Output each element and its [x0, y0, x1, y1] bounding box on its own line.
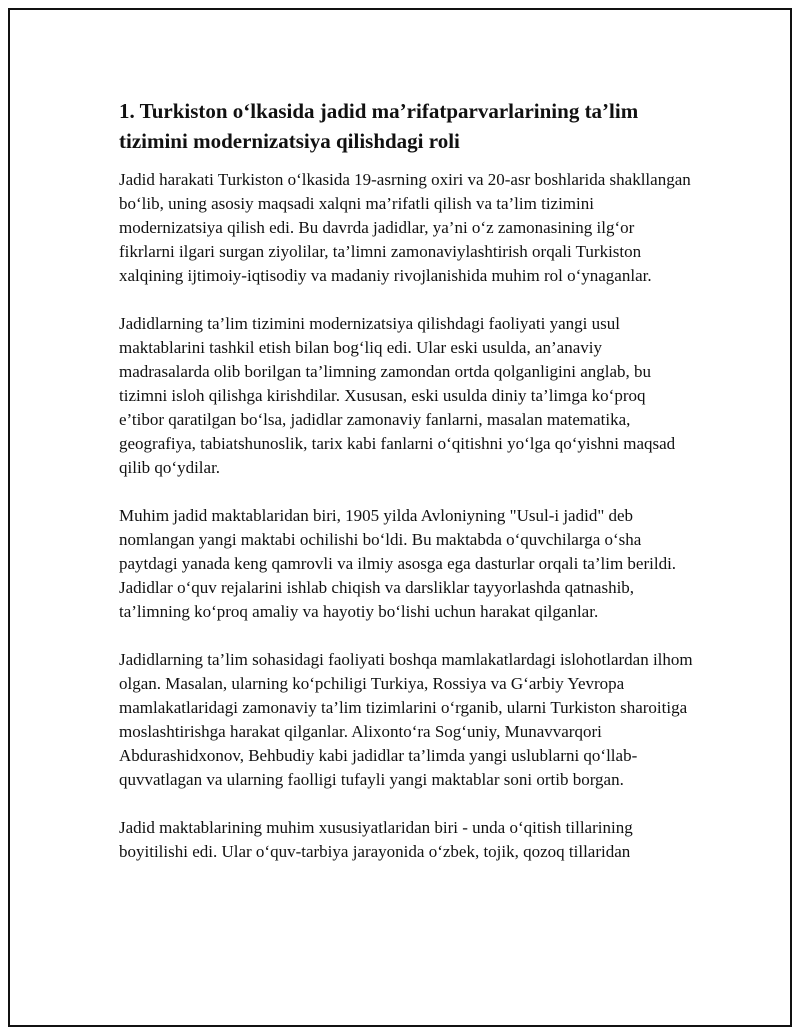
document-body: [119, 96, 694, 888]
page-frame: [8, 8, 792, 1027]
paragraph-4: Jadidlarning ta’lim sohasidagi faoliyati boshqa mamlakatlardagi islohotlardan ilhom olgan. Masalan, ularning ko‘pchiligi Turkiya, Rossiya va G‘arbiy Yevropa mamlakatlaridagi zamonaviy ta’lim tizimlarini o‘rganib, ularni Turkiston sharoitiga moslashtirishga harakat qilganlar. Alixonto‘ra Sog‘uniy, Munavvarqori Abdurashidxonov, Behbudiy kabi jadidlar ta’limda yangi uslublarni qo‘llab-quvvatlagan va ularning faolligi tufayli yangi maktablar soni ortib borgan.: [119, 650, 693, 789]
paragraph-5: Jadid maktablarining muhim xususiyatlaridan biri - unda o‘qitish tillarining boyitilishi edi. Ular o‘quv-tarbiya jarayonida o‘zbek, tojik, qozoq tillaridan: [119, 818, 633, 861]
document-title: 1. Turkiston o‘lkasida jadid ma’rifatparvarlarining ta’lim tizimini modernizatsiya qilishdagi roli: [119, 99, 639, 153]
paragraph-2: Jadidlarning ta’lim tizimini modernizatsiya qilishdagi faoliyati yangi usul maktablarini tashkil etish bilan bog‘liq edi. Ular eski usulda, an’anaviy madrasalarda olib borilgan ta’limning zamondan ortda qolganligini anglab, bu tizimni isloh qilishga kirishdilar. Xususan, eski usulda diniy ta’limga ko‘proq e’tibor qaratilgan bo‘lsa, jadidlar zamonaviy fanlarni, masalan matematika, geografiya, tabiatshunoslik, tarix kabi fanlarni o‘qitishni yo‘lga qo‘yishni maqsad qilib qo‘ydilar.: [119, 314, 676, 477]
paragraph-3: Muhim jadid maktablaridan biri, 1905 yilda Avloniyning "Usul-i jadid" deb nomlangan yangi maktabi ochilishi bo‘ldi. Bu maktabda o‘quvchilarga o‘sha paytdagi yanada keng qamrovli va ilmiy asosga ega dasturlar orqali ta’lim berildi. Jadidlar o‘quv rejalarini ishlab chiqish va darsliklar tayyorlashda qatnashib, ta’limning ko‘proq amaliy va hayotiy bo‘lishi uchun harakat qilganlar.: [119, 506, 677, 621]
paragraph-1: Jadid harakati Turkiston o‘lkasida 19-asrning oxiri va 20-asr boshlarida shakllangan bo‘lib, uning asosiy maqsadi xalqni ma’rifatli qilish va ta’lim tizimini modernizatsiya qilish edi. Bu davrda jadidlar, ya’ni o‘z zamonasining ilg‘or fikrlarni ilgari surgan ziyolilar, ta’limni zamonaviylashtirish orqali Turkiston xalqining ijtimoiy-iqtisodiy va madaniy rivojlanishida muhim rol o‘ynaganlar.: [119, 170, 691, 285]
